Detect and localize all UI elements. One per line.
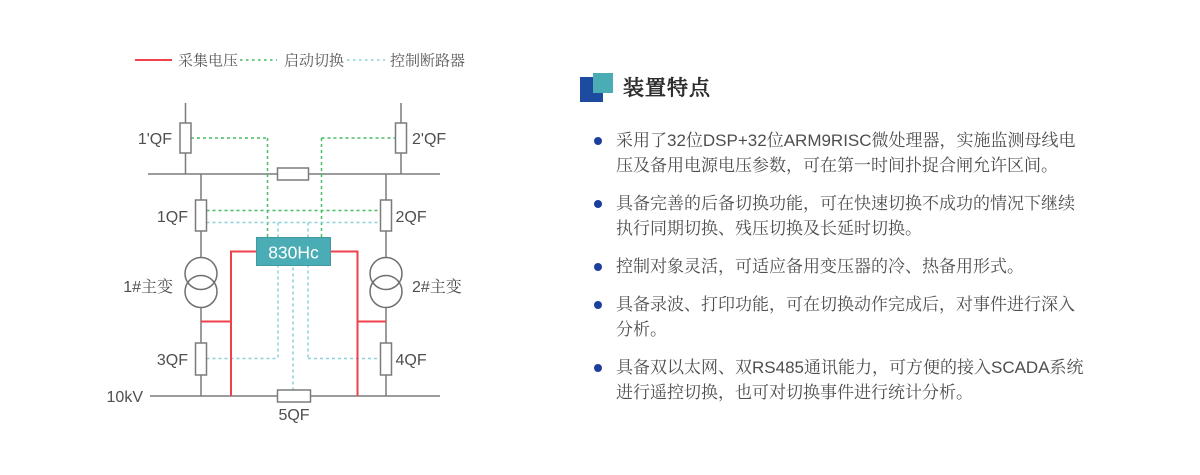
- section-title: 装置特点: [623, 77, 711, 100]
- legend-label-collect-voltage: 采集电压: [178, 52, 239, 70]
- label-1qf: 1QF: [156, 209, 188, 226]
- breaker-2qf: [381, 200, 392, 231]
- marker-teal-square: [593, 73, 613, 93]
- bullet-icon: [594, 137, 602, 145]
- breaker-3qf: [196, 343, 207, 375]
- feature-item: [594, 254, 1085, 279]
- transformer2-bottom-coil: [370, 276, 402, 308]
- device-label: 830Hc: [268, 242, 319, 263]
- label-3qf: 3QF: [156, 352, 188, 369]
- label-2qf-prime: 2'QF: [412, 131, 447, 148]
- red-branch-left: [231, 252, 257, 397]
- feature-text: 具备完善的后备切换功能，可在快速切换不成功的情况下继续执行同期切换、残压切换及长延时切换。: [616, 194, 1075, 238]
- legend-label-start-switch: 启动切换: [284, 52, 345, 70]
- features-header: [580, 72, 1100, 102]
- transformer1-top-coil: [185, 258, 217, 290]
- feature-item: [594, 191, 1085, 241]
- feature-text: 采用了32位DSP+32位ARM9RISC微处理器，实施监测母线电压及备用电源电压参数，可在第一时间扑捉合闸允许区间。: [616, 131, 1076, 175]
- feature-text: 控制对象灵活，可适应备用变压器的冷、热备用形式。: [616, 257, 1024, 276]
- feature-text: 具备录波、打印功能，可在切换动作完成后，对事件进行深入分析。: [616, 295, 1075, 339]
- label-4qf: 4QF: [395, 352, 427, 369]
- features-section: [580, 72, 1100, 418]
- transformer2-top-coil: [370, 258, 402, 290]
- label-transformer1: 1#主变: [123, 279, 173, 296]
- legend-label-control-breaker: 控制断路器: [390, 52, 466, 70]
- breaker-4qf: [381, 343, 392, 375]
- circuit-diagram: [0, 0, 520, 475]
- bus-tie-breaker: [278, 168, 309, 180]
- bullet-icon: [594, 263, 602, 271]
- label-10kv-bus: 10kV: [106, 389, 143, 406]
- breaker-1qf: [196, 200, 207, 231]
- legend: [135, 52, 465, 70]
- section-marker-icon: [580, 73, 613, 102]
- feature-item: [594, 292, 1085, 342]
- breaker-2qf-prime: [396, 123, 407, 153]
- label-2qf: 2QF: [395, 209, 427, 226]
- label-1qf-prime: 1'QF: [137, 131, 172, 148]
- bullet-icon: [594, 301, 602, 309]
- feature-list: [580, 128, 1085, 405]
- label-5qf: 5QF: [278, 407, 310, 424]
- bullet-icon: [594, 200, 602, 208]
- breaker-5qf: [278, 390, 311, 402]
- breaker-1qf-prime: [180, 123, 191, 153]
- feature-text: 具备双以太网、双RS485通讯能力，可方便的接入SCADA系统进行遥控切换，也可对切换事件进行统计分析。: [616, 358, 1084, 402]
- bullet-icon: [594, 364, 602, 372]
- feature-item: [594, 355, 1085, 405]
- device-830hc: [257, 238, 331, 266]
- red-branch-right: [331, 252, 358, 397]
- feature-item: [594, 128, 1085, 178]
- transformer1-bottom-coil: [185, 276, 217, 308]
- label-transformer2: 2#主变: [412, 279, 462, 296]
